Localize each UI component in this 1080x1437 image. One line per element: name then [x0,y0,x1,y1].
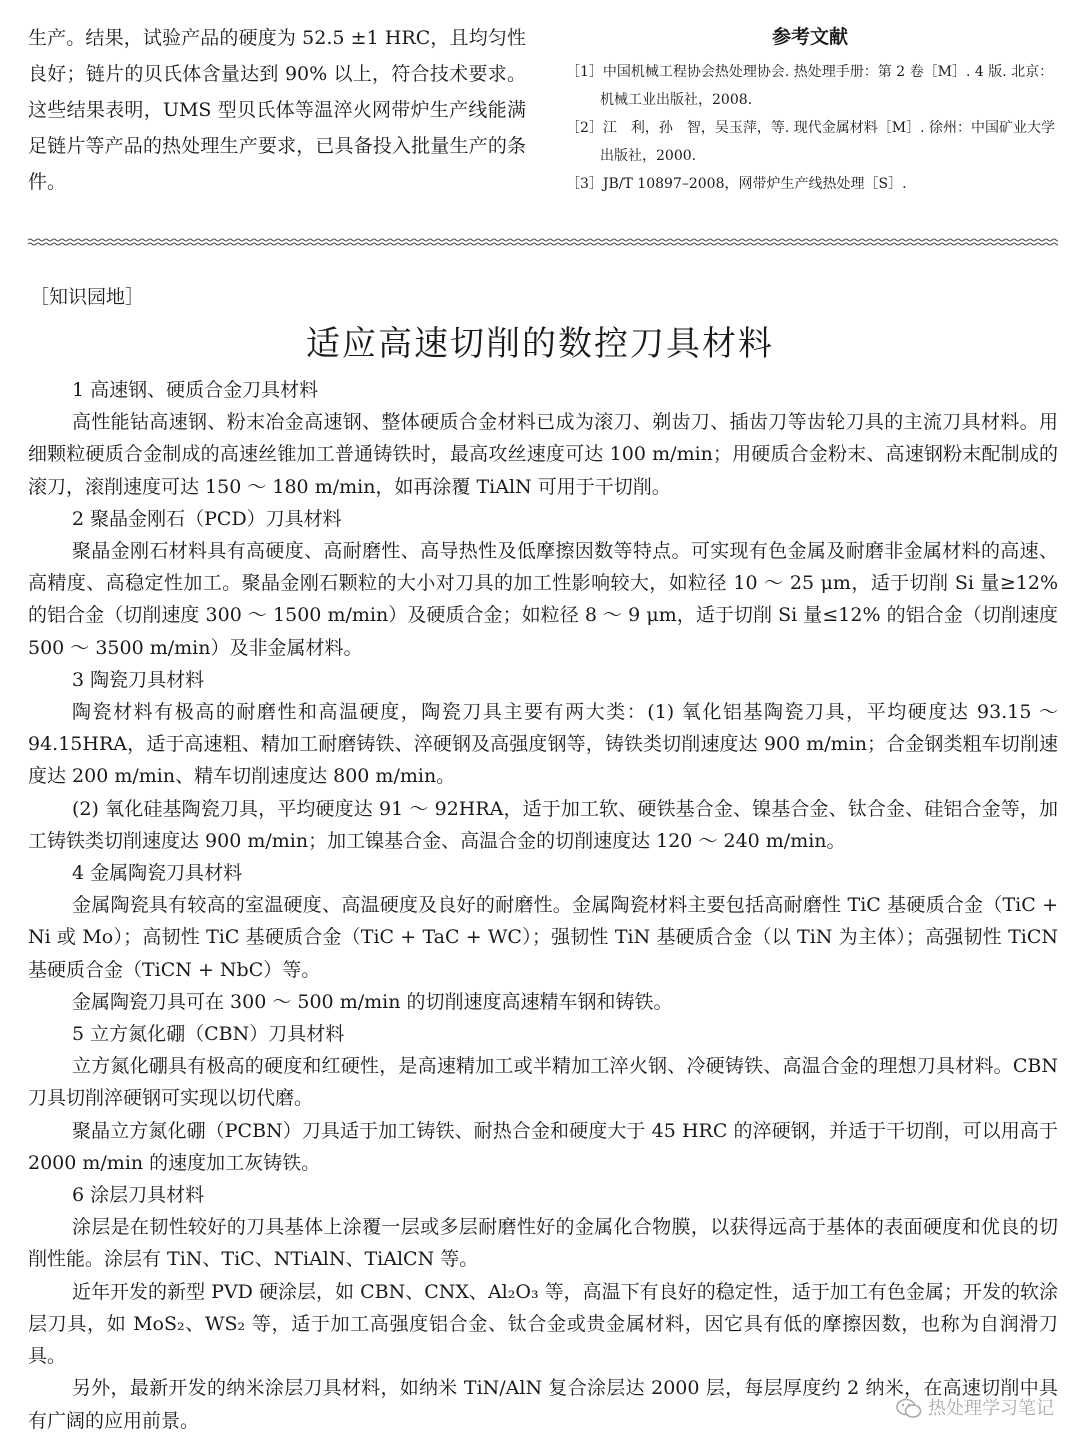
reference-item: ［2］江 利，孙 智，吴玉萍，等. 现代金属材料［M］. 徐州：中国矿业大学出版社，2000. [566,120,1056,164]
watermark [896,1394,1054,1420]
paragraph: 聚晶金刚石材料具有高硬度、高耐磨性、高导热性及低摩擦因数等特点。可实现有色金属及耐磨非金属材料的高速、高精度、高稳定性加工。聚晶金刚石颗粒的大小对刀具的加工性影响较大，如粒径 10 ～ 25 μm，适于切削 Si 量≥12% 的铝合金（切削速度 300 ～ 1500 m/min）及硬质合金；如粒径 8 ～ 9 μm，适于切削 Si 量≤12% 的铝合金（切削速度 500 ～ 3500 m/min）及非金属材料。 [28,540,1058,659]
paragraph: 金属陶瓷具有较高的室温硬度、高温硬度及良好的耐磨性。金属陶瓷材料主要包括高耐磨性 TiC 基硬质合金（TiC + Ni 或 Mo）；高韧性 TiC 基硬质合金（TiC + TaC + WC）；强韧性 TiN 基硬质合金（以 TiN 为主体）；高强韧性 TiCN 基硬质合金（TiCN + NbC）等。 [28,894,1058,981]
paragraph: 聚晶立方氮化硼（PCBN）刀具适于加工铸铁、耐热合金和硬度大于 45 HRC 的淬硬钢，并适于干切削，可以用高于 2000 m/min 的速度加工灰铸铁。 [28,1119,1058,1174]
paragraph: 陶瓷材料有极高的耐磨性和高温硬度，陶瓷刀具主要有两大类：(1) 氧化铝基陶瓷刀具，平均硬度达 93.15 ～ 94.15HRA，适于高速粗、精加工耐磨铸铁、淬硬钢及高强度钢等，铸铁类切削速度达 900 m/min；合金钢类粗车切削速度达 200 m/min、精车切削速度达 800 m/min。 [28,701,1058,788]
paragraph: 另外，最新开发的纳米涂层刀具材料，如纳米 TiN/AlN 复合涂层达 2000 层，每层厚度约 2 纳米，在高速切削中具有广阔的应用前景。 [28,1377,1058,1432]
article-title: 适应高速切削的数控刀具材料 [306,324,774,364]
section-heading: 4 金属陶瓷刀具材料 [72,862,243,885]
reference-item: ［1］中国机械工程协会热处理协会. 热处理手册：第 2 卷［M］. 4 版. 北京：机械工业出版社，2008. [566,64,1054,108]
paragraph: 涂层是在韧性较好的刀具基体上涂覆一层或多层耐磨性好的金属化合物膜，以获得远高于基体的表面硬度和优良的切削性能。涂层有 TiN、TiC、NTiAlN、TiAlCN 等。 [28,1216,1058,1271]
section-heading: 3 陶瓷刀具材料 [72,668,205,691]
paragraph: 金属陶瓷刀具可在 300 ～ 500 m/min 的切削速度高速精车钢和铸铁。 [72,990,673,1013]
article-body [28,374,1058,1437]
section-heading: 1 高速钢、硬质合金刀具材料 [72,379,319,401]
wavy-divider [28,236,1058,248]
paragraph: 立方氮化硼具有极高的硬度和红硬性，是高速精加工或半精加工淬火钢、冷硬铸铁、高温合金的理想刀具材料。CBN 刀具切削淬硬钢可实现以切代磨。 [28,1055,1058,1110]
wechat-icon [896,1398,922,1420]
section-heading: 2 聚晶金刚石（PCD）刀具材料 [72,507,342,530]
continued-paragraph: 生产。结果，试验产品的硬度为 52.5 ±1 HRC，且均匀性良好；链片的贝氏体含量达到 90% 以上，符合技术要求。这些结果表明，UMS 型贝氏体等温淬火网带炉生产线能满足链片等产品的热处理生产要求，已具备投入批量生产的条件。 [28,27,526,193]
paragraph: (2) 氧化硅基陶瓷刀具，平均硬度达 91 ～ 92HRA，适于加工软、硬铁基合金、镍基合金、钛合金、硅铝合金等，加工铸铁类切削速度达 900 m/min；加工镍基合金、高温合金的切削速度达 120 ～ 240 m/min。 [28,797,1058,852]
section-heading: 6 涂层刀具材料 [72,1184,205,1207]
references-title: 参考文献 [771,26,848,48]
section-heading: 5 立方氮化硼（CBN）刀具材料 [72,1023,345,1046]
paragraph: 高性能钴高速钢、粉末冶金高速钢、整体硬质合金材料已成为滚刀、剃齿刀、插齿刀等齿轮刀具的主流刀具材料。用细颗粒硬质合金制成的高速丝锥加工普通铸铁时，最高攻丝速度可达 100 m/min；用硬质合金粉末、高速钢粉末配制成的滚刀，滚削速度可达 150 ～ 180 m/min，如再涂覆 TiAlN 可用于干切削。 [28,411,1058,498]
watermark-text: 热处理学习笔记 [928,1398,1054,1419]
references [560,22,1060,198]
paragraph: 近年开发的新型 PVD 硬涂层，如 CBN、CNX、Al₂O₃ 等，高温下有良好的稳定性，适于加工有色金属；开发的软涂层刀具，如 MoS₂、WS₂ 等，适于加工高强度铝合金、钛合金或贵金属材料，因它具有低的摩擦因数，也称为自润滑刀具。 [28,1280,1058,1368]
reference-item: ［3］JB/T 10897–2008，网带炉生产线热处理［S］. [566,176,907,192]
section-tag: ［知识园地］ [30,286,145,308]
